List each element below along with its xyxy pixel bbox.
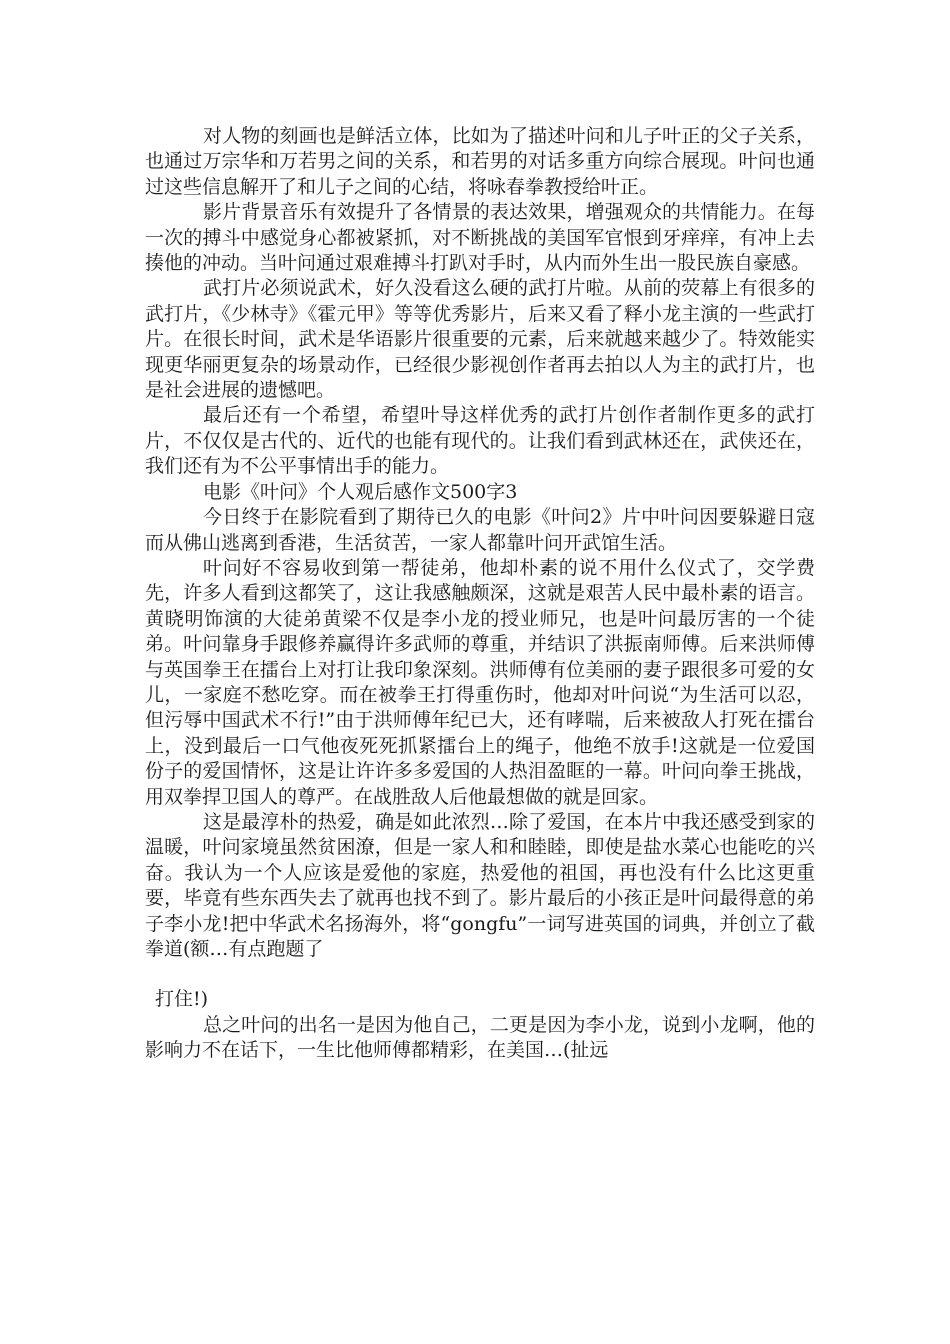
- paragraph-first-disciples: 叶问好不容易收到第一帮徒弟，他却朴素的说不用什么仪式了，交学费先，许多人看到这都笑了，这让我感触颇深，这就是艰苦人民中最朴素的语言。黄晓明饰演的大徒弟黄梁不仅是李小龙的授业师兄，也是叶问最厉害的一个徒弟。叶问靠身手跟修养赢得许多武师的尊重，并结识了洪振南师傅。后来洪师傅与英国拳王在擂台上对打让我印象深刻。洪师傅有位美丽的妻子跟很多可爱的女儿，一家庭不愁吃穿。而在被拳王打得重伤时，他却对叶问说“为生活可以忍，但污辱中国武术不行!”由于洪师傅年纪已大，还有哮喘，后来被敌人打死在擂台上，没到最后一口气他夜死死抓紧擂台上的绳子，他绝不放手!这就是一位爱国份子的爱国情怀，这是让许许多多爱国的人热泪盈眶的一幕。叶问向拳王挑战，用双拳捍卫国人的尊严。在战胜敌人后他最想做的就是回家。: [145, 556, 815, 808]
- paragraph-final-hope: 最后还有一个希望，希望叶导这样优秀的武打片创作者制作更多的武打片，不仅仅是古代的、近代的也能有现代的。让我们看到武林还在，武侠还在，我们还有为不公平事情出手的能力。: [145, 404, 815, 478]
- section-heading: 电影《叶问》个人观后感作文500字3: [203, 480, 518, 503]
- paragraph-martial-arts-films: 武打片必须说武术，好久没看这么硬的武打片啦。从前的荧幕上有很多的武打片，《少林寺》《霍元甲》等等优秀影片，后来又看了释小龙主演的一些武打片。在很长时间，武术是华语影片很重要的元素，后来就越来越少了。特效能实现更华丽更复杂的场景动作，已经很少影视创作者再去拍以人为主的武打片，也是社会进展的遗憾吧。: [145, 277, 815, 402]
- paragraph-background-music: 影片背景音乐有效提升了各情景的表达效果，增强观众的共情能力。在每一次的搏斗中感觉身心都被紧抓，对不断挑战的美国军官恨到牙痒痒，有冲上去揍他的冲动。当叶问通过艰难搏斗打趴对手时，从内而外生出一股民族自豪感。: [145, 201, 815, 275]
- paragraph-ip-man-2-intro: 今日终于在影院看到了期待已久的电影《叶问2》片中叶问因要躲避日寇而从佛山逃离到香港，生活贫苦，一家人都靠叶问开武馆生活。: [145, 506, 815, 554]
- paragraph-family-warmth: 这是最淳朴的热爱，确是如此浓烈…除了爱国，在本片中我还感受到家的温暖，叶问家境虽然贫困潦，但是一家人和和睦睦，即使是盐水菜心也能吃的兴奋。我认为一个人应该是爱他的家庭，热爱他的祖国，再也没有什么比这更重要，毕竟有些东西失去了就再也找不到了。影片最后的小孩正是叶问最得意的弟子李小龙!把中华武术名扬海外，将“gongfu”一词写进英国的词典，并创立了截拳道(额…有点跑题了: [145, 810, 815, 960]
- paragraph-conclusion: 总之叶问的出名一是因为他自己，二更是因为李小龙，说到小龙啊，他的影响力不在话下，一生比他师傅都精彩，在美国…(扯远: [145, 1013, 815, 1062]
- document-body: [145, 124, 815, 1064]
- paragraph-character-portrayal: 对人物的刻画也是鲜活立体，比如为了描述叶问和儿子叶正的父子关系，也通过万宗华和万若男之间的关系，和若男的对话多重方向综合展现。叶问也通过这些信息解开了和儿子之间的心结，将咏春拳教授给叶正。: [145, 125, 815, 198]
- paragraph-fragment: 打住!): [155, 988, 209, 1011]
